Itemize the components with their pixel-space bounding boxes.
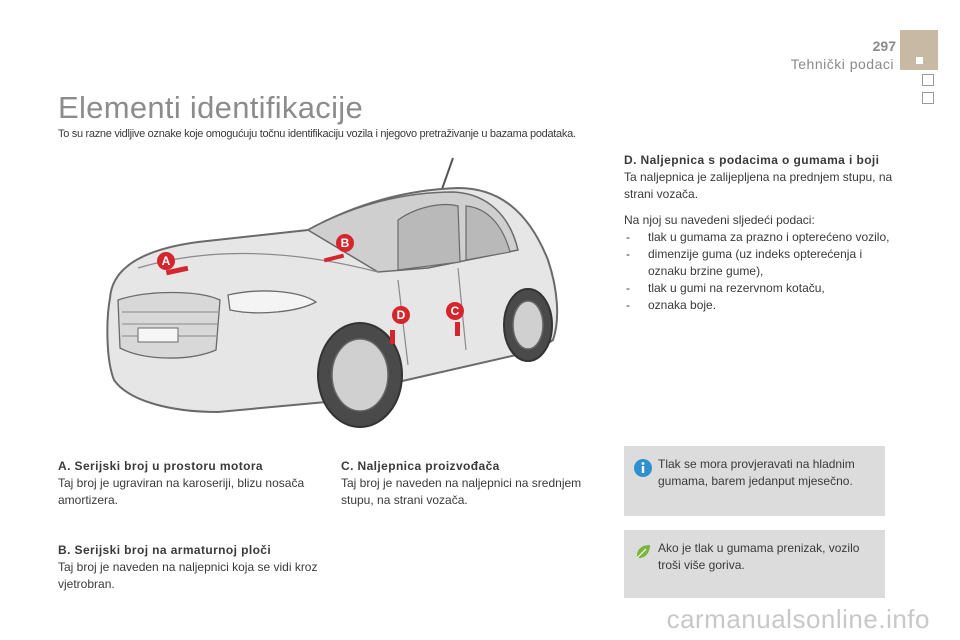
info-note	[624, 446, 885, 516]
section-b-text: Taj broj je naveden na naljepnici koja se vidi kroz vjetrobran.	[58, 560, 318, 591]
eco-note-text: Ako je tlak u gumama prenizak, vozilo troši više goriva.	[658, 541, 860, 572]
section-d-text: Ta naljepnica je zalijepljena na prednjem stupu, na strani vozača.	[624, 170, 893, 201]
section-name: Tehnički podaci	[790, 56, 894, 72]
car-illustration	[98, 150, 568, 440]
side-box-1	[922, 74, 934, 86]
watermark: carmanualsonline.info	[666, 604, 930, 634]
section-d-list	[624, 229, 894, 314]
svg-text:B: B	[340, 236, 350, 250]
section-b	[58, 542, 320, 593]
marker-c	[446, 302, 464, 320]
chapter-tab	[900, 30, 938, 70]
section-b-heading: B. Serijski broj na armaturnoj ploči	[58, 543, 272, 557]
eco-note	[624, 530, 885, 598]
info-note-text: Tlak se mora provjeravati na hladnim gumama, barem jedanput mjesečno.	[658, 457, 855, 488]
list-item: - dimenzije guma (uz indeks opterećenja i oznaku brzine gume),	[624, 246, 894, 280]
list-item: - tlak u gumi na rezervnom kotaču,	[624, 280, 894, 297]
section-c-heading: C. Naljepnica proizvođača	[341, 459, 500, 473]
marker-a	[157, 252, 175, 270]
section-a-text: Taj broj je ugraviran na karoseriji, blizu nosača amortizera.	[58, 476, 305, 507]
intro-text: To su razne vidljive oznake koje omogućuju točnu identifikaciju vozila i njegovo pretraživanje u bazama podataka.	[58, 128, 576, 140]
list-item: - oznaka boje.	[624, 297, 894, 314]
section-a	[58, 458, 320, 509]
svg-text:D: D	[396, 308, 406, 322]
section-d-list-intro: Na njoj su navedeni sljedeći podaci:	[624, 213, 815, 227]
section-c-text: Taj broj je naveden na naljepnici na srednjem stupu, na strani vozača.	[341, 476, 582, 507]
page-number: 297	[872, 38, 896, 54]
section-a-heading: A. Serijski broj u prostoru motora	[58, 459, 263, 473]
marker-d	[392, 306, 410, 324]
side-box-2	[922, 92, 934, 104]
svg-text:C: C	[450, 304, 460, 318]
eco-leaf-icon	[633, 542, 653, 562]
section-d-heading: D. Naljepnica s podacima o gumama i boji	[624, 153, 880, 167]
section-d	[624, 152, 894, 314]
page-title: Elementi identifikacije	[58, 90, 363, 125]
section-c	[341, 458, 603, 509]
marker-b	[336, 234, 354, 252]
tab-marker-icon	[916, 57, 923, 64]
info-icon	[633, 458, 653, 478]
svg-text:A: A	[161, 254, 171, 268]
list-item: - tlak u gumama za prazno i opterećeno vozilo,	[624, 229, 894, 246]
